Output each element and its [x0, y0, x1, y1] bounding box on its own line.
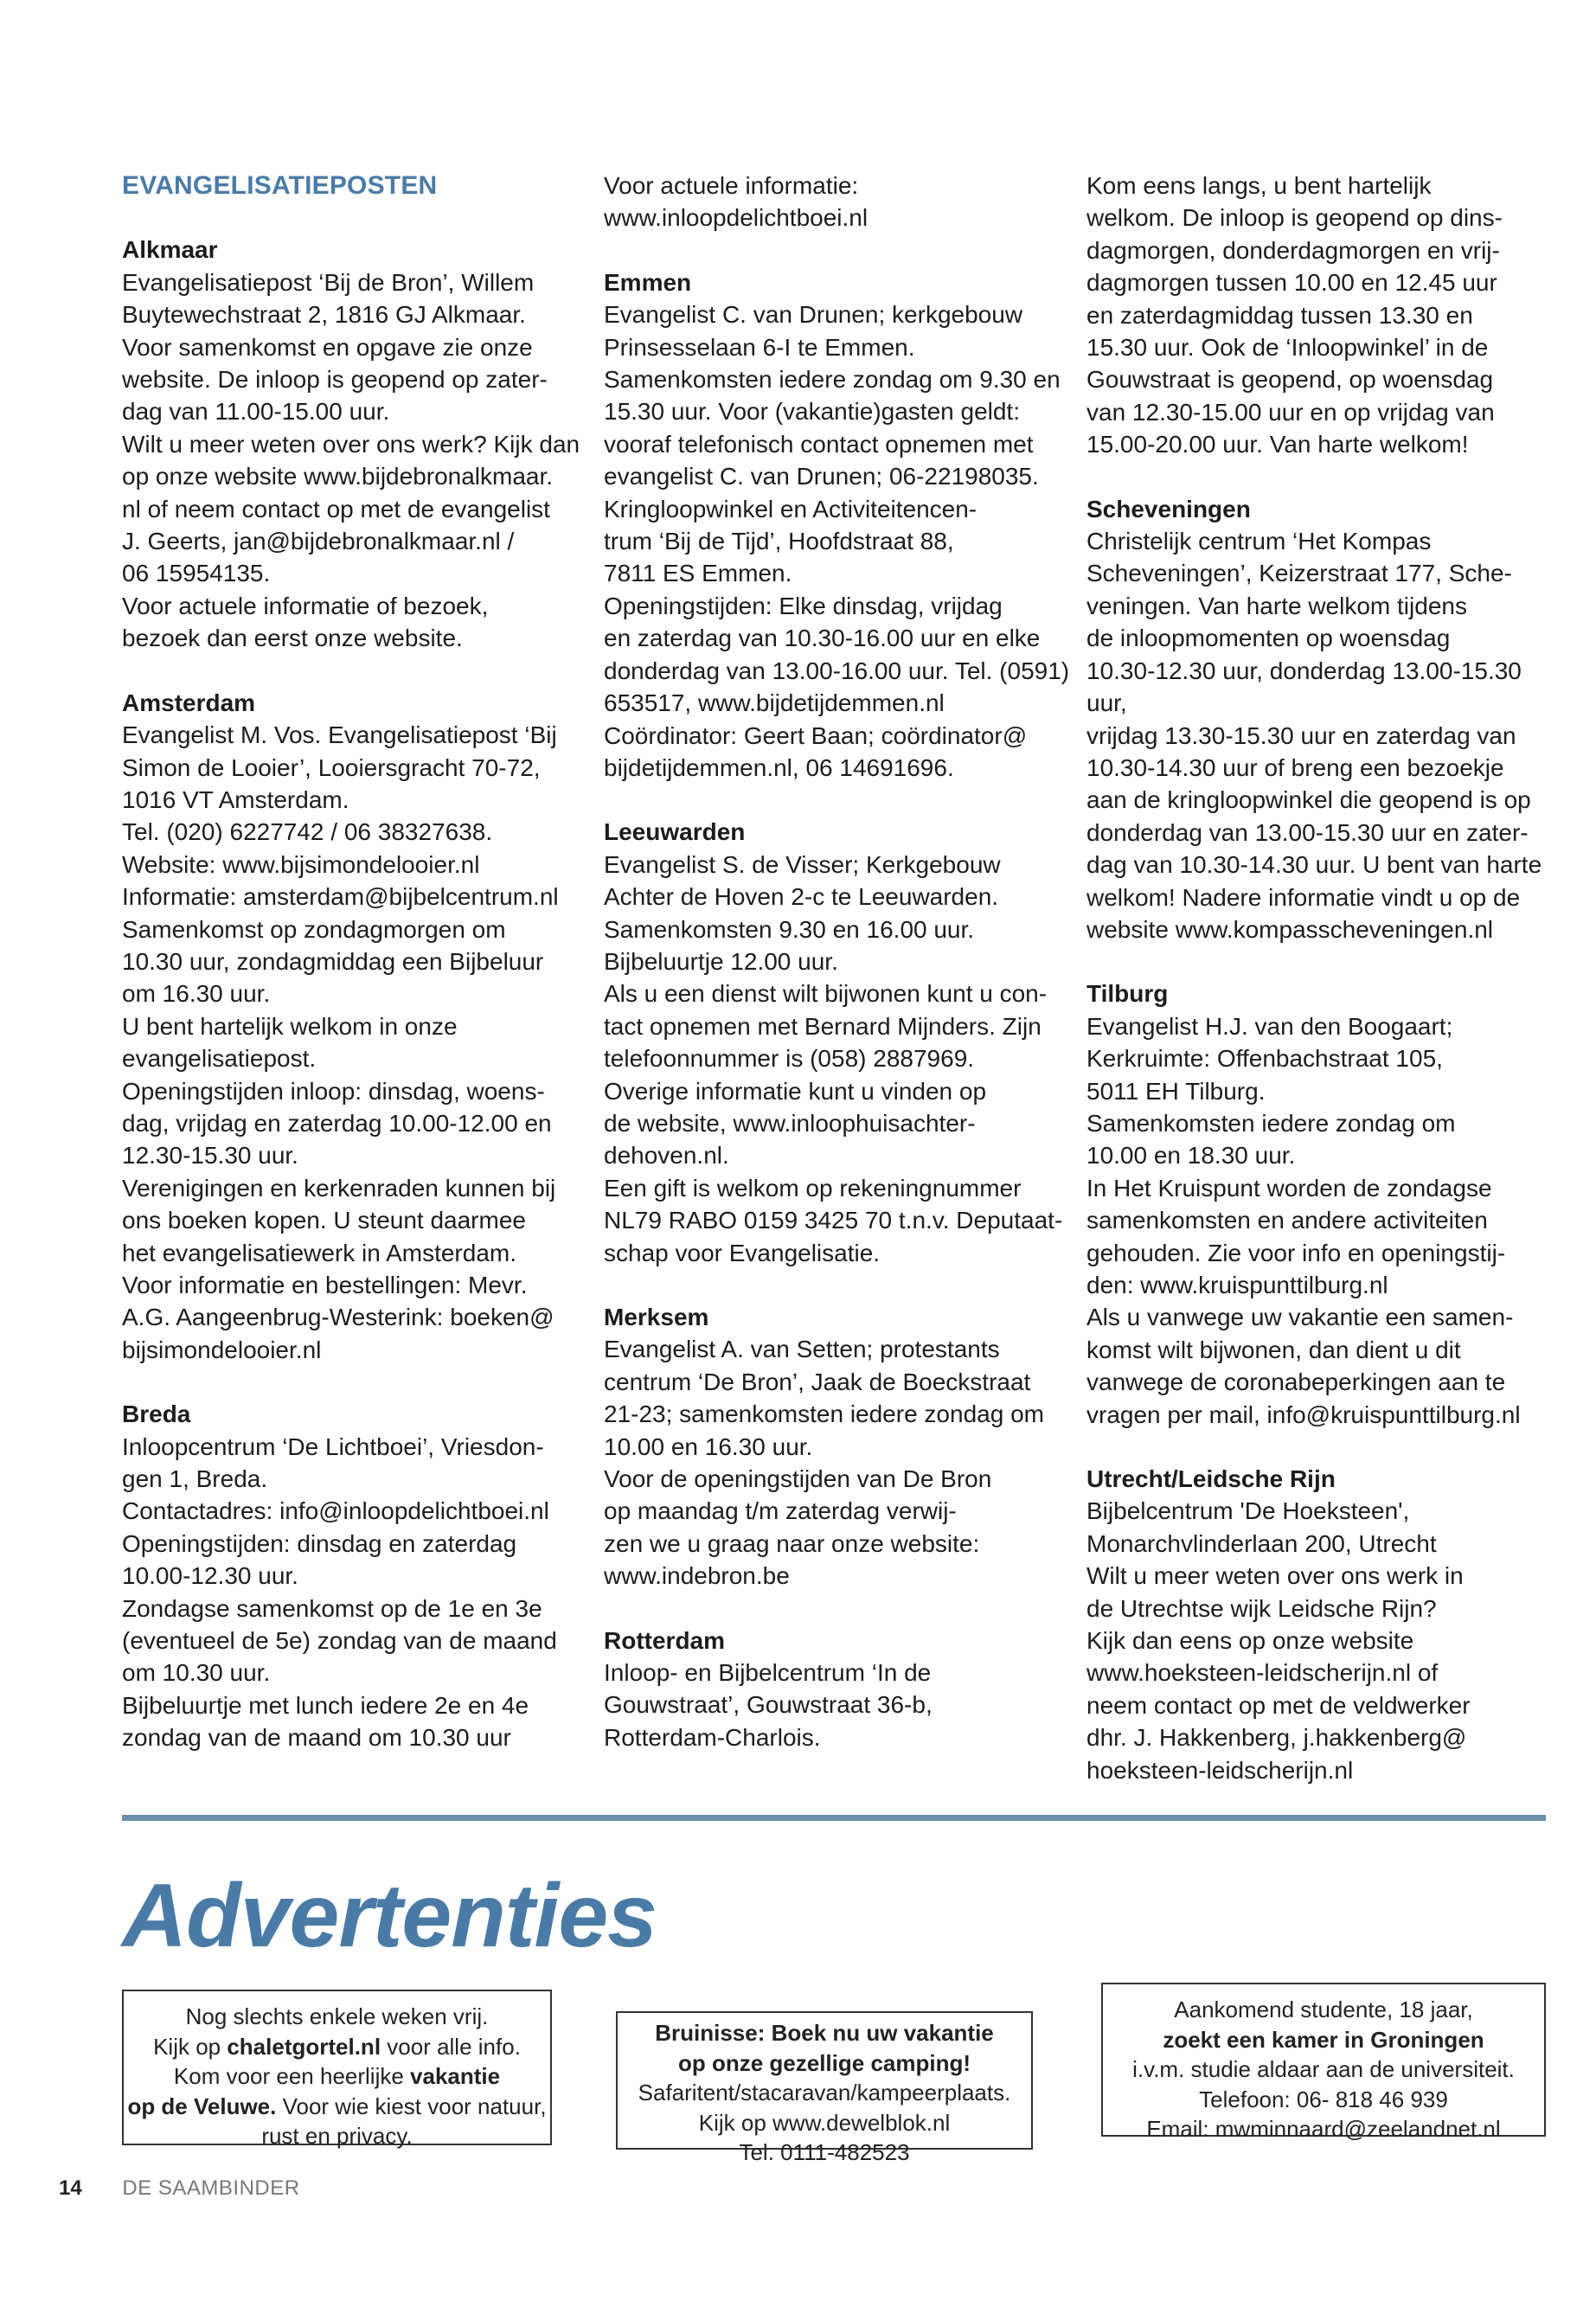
text-line: evangelist C. van Drunen; 06-22198035.	[604, 463, 1039, 490]
text-line: Evangelist M. Vos. Evangelisatiepost ‘Bij	[122, 721, 557, 749]
ad-bold-text: chaletgortel.nl	[227, 2033, 381, 2060]
text-line: zondag van de maand om 10.30 uur	[122, 1724, 511, 1752]
ad-box-camping	[616, 2011, 1033, 2165]
text-line: Bijbeluurtje 12.00 uur.	[604, 947, 838, 975]
text-line: Kijk dan eens op onze website	[1086, 1627, 1414, 1655]
ad-line	[124, 2061, 550, 2092]
text-line: 10.00 en 18.30 uur.	[1086, 1142, 1296, 1170]
ad-line	[1103, 2114, 1544, 2144]
text-line: het evangelisatiewerk in Amsterdam.	[122, 1239, 516, 1266]
text-line: Voor actuele informatie:	[604, 172, 859, 199]
city-heading: Alkmaar	[122, 236, 218, 264]
text-line: Wilt u meer weten over ons werk? Kijk dan	[122, 430, 580, 458]
text-line: Een gift is welkom op rekeningnummer	[604, 1174, 1022, 1202]
text-line: Samenkomst op zondagmorgen om	[122, 915, 506, 943]
city-heading: Emmen	[604, 268, 692, 296]
text-line: Buytewechstraat 2, 1816 GJ Alkmaar.	[122, 301, 526, 329]
text-line: Scheveningen’, Keizerstraat 177, Sche-	[1086, 560, 1512, 587]
text-line: Evangelist H.J. van den Boogaart;	[1086, 1012, 1453, 1040]
text-line: Samenkomsten 9.30 en 16.00 uur.	[604, 915, 975, 943]
text-line: tact opnemen met Bernard Mijnders. Zijn	[604, 1012, 1042, 1040]
text-line: samenkomsten en andere activiteiten	[1086, 1207, 1488, 1234]
text-line: Voor de openingstijden van De Bron	[604, 1465, 992, 1493]
text-line: Kringloopwinkel en Activiteitencen-	[604, 495, 977, 522]
text-line: Christelijk centrum ‘Het Kompas	[1086, 528, 1432, 555]
ad-line	[1103, 2054, 1544, 2085]
text-line: 10.00 en 16.30 uur.	[604, 1433, 813, 1460]
text-line: In Het Kruispunt worden de zondagse	[1086, 1174, 1492, 1202]
ad-text: Kijk op	[153, 2033, 228, 2060]
text-line: aan de kringloopwinkel die geopend is op	[1086, 786, 1531, 814]
text-line: vrijdag 13.30-15.30 uur en zaterdag van	[1086, 721, 1516, 749]
text-line: Zondagse samenkomst op de 1e en 3e	[122, 1594, 542, 1622]
text-line: Openingstijden: dinsdag en zaterdag	[122, 1529, 517, 1557]
text-line: 15.00-20.00 uur. Van harte welkom!	[1086, 431, 1469, 458]
continued-text	[604, 170, 1071, 234]
text-line: en zaterdagmiddag tussen 13.30 en	[1086, 301, 1473, 329]
text-line: Samenkomsten iedere zondag om	[1086, 1109, 1456, 1137]
text-line: Inloopcentrum ‘De Lichtboei’, Vriesdon-	[122, 1433, 544, 1460]
text-line: Overige informatie kunt u vinden op	[604, 1077, 987, 1105]
text-line: centrum ‘De Bron’, Jaak de Boeckstraat	[604, 1368, 1031, 1395]
text-line: 21-23; samenkomsten iedere zondag om	[604, 1400, 1044, 1428]
article-column-2	[604, 170, 1071, 1785]
text-line: bezoek dan eerst onze website.	[122, 625, 463, 652]
text-line: dag van 10.30-14.30 uur. U bent van harte	[1086, 851, 1542, 879]
text-line: 12.30-15.30 uur.	[122, 1142, 298, 1170]
article-column-1	[122, 170, 589, 1786]
text-line: en zaterdag van 10.30-16.00 uur en elke	[604, 625, 1041, 652]
text-line: vooraf telefonisch contact opnemen met	[604, 430, 1034, 458]
text-line: Evangelist A. van Setten; protestants	[604, 1336, 1000, 1363]
city-heading: Utrecht/Leidsche Rijn	[1086, 1465, 1336, 1493]
text-line: Gouwstraat’, Gouwstraat 36-b,	[604, 1691, 933, 1719]
text-line: gehouden. Zie voor info en openingstij-	[1086, 1239, 1506, 1266]
text-line: www.indebron.be	[604, 1562, 790, 1590]
text-line: A.G. Aangeenbrug-Westerink: boeken@	[122, 1304, 554, 1331]
city-heading: Amsterdam	[122, 689, 256, 716]
section-utrecht-leidsche-rijn	[1086, 1463, 1554, 1786]
text-line: www.inloopdelichtboei.nl	[604, 204, 869, 232]
text-line: bijdetijdemmen.nl, 06 14691696.	[604, 753, 954, 781]
text-line: 10.30-14.30 uur of breng een bezoekje	[1086, 753, 1504, 781]
text-line: bijsimondelooier.nl	[122, 1336, 322, 1363]
text-line: NL79 RABO 0159 3425 70 t.n.v. Deputaat-	[604, 1207, 1063, 1234]
magazine-name: DE SAAMBINDER	[122, 2176, 300, 2200]
text-line: website www.kompasscheveningen.nl	[1086, 915, 1494, 943]
text-line: 15.30 uur. Ook de ‘Inloopwinkel’ in de	[1086, 334, 1489, 362]
text-line: Voor actuele informatie of bezoek,	[122, 592, 489, 619]
ad-box-kamer	[1101, 1983, 1546, 2142]
text-line: Als u vanwege uw vakantie een samen-	[1086, 1304, 1514, 1331]
section-amsterdam	[122, 687, 589, 1367]
text-line: nl of neem contact op met de evangelist	[122, 495, 550, 522]
ad-line	[618, 2048, 1031, 2079]
text-line: schap voor Evangelisatie.	[604, 1239, 881, 1266]
text-line: (eventueel de 5e) zondag van de maand	[122, 1627, 557, 1655]
text-line: 10.30 uur, zondagmiddag een Bijbeluur	[122, 947, 544, 975]
ad-line	[124, 2092, 550, 2122]
ad-text: Safaritent/stacaravan/kampeerplaats.	[638, 2080, 1011, 2106]
text-line: de inloopmomenten op woensdag	[1086, 625, 1451, 652]
text-line: Voor samenkomst en opgave zie onze	[122, 333, 533, 361]
ads-title: Advertenties	[122, 1866, 657, 1966]
text-line: Bijbelcentrum 'De Hoeksteen',	[1086, 1497, 1410, 1525]
section-breda	[122, 1398, 589, 1753]
text-line: website. De inloop is geopend op zater-	[122, 366, 548, 394]
text-line: Rotterdam-Charlois.	[604, 1723, 821, 1751]
section-leeuwarden	[604, 816, 1071, 1269]
ad-bold-text: Bruinisse: Boek nu uw vakantie	[655, 2020, 994, 2046]
text-line: evangelisatiepost.	[122, 1045, 317, 1073]
ad-line	[124, 2002, 550, 2032]
text-line: J. Geerts, jan@bijdebronalkmaar.nl /	[122, 528, 515, 555]
text-line: 15.30 uur. Voor (vakantie)gasten geldt:	[604, 398, 1020, 426]
text-line: op onze website www.bijdebronalkmaar.	[122, 463, 554, 490]
text-line: Website: www.bijsimondelooier.nl	[122, 850, 480, 878]
text-line: 1016 VT Amsterdam.	[122, 785, 349, 813]
text-line: Wilt u meer weten over ons werk in	[1086, 1562, 1464, 1590]
text-line: Kom eens langs, u bent hartelijk	[1086, 172, 1432, 199]
ad-line	[618, 2078, 1031, 2108]
ad-box-chaletgortel	[122, 1990, 552, 2149]
ad-bold-text: vakantie	[410, 2063, 501, 2089]
ad-bold-text: op de Veluwe.	[127, 2093, 277, 2119]
text-line: welkom. De inloop is geopend op dins-	[1086, 204, 1503, 232]
city-heading: Scheveningen	[1086, 495, 1251, 522]
city-heading: Rotterdam	[604, 1626, 726, 1654]
section-emmen	[604, 266, 1071, 785]
text-line: 5011 EH Tilburg.	[1086, 1077, 1266, 1105]
section-rotterdam	[604, 1625, 1071, 1754]
ad-text: Kom voor een heerlijke	[173, 2063, 411, 2089]
section-tilburg	[1086, 977, 1554, 1431]
text-line: op maandag t/m zaterdag verwij-	[604, 1497, 957, 1525]
text-line: 10.30-12.30 uur, donderdag 13.00-15.30 uur,	[1086, 657, 1522, 717]
text-line: gen 1, Breda.	[122, 1465, 268, 1493]
ad-text: rust en privacy.	[261, 2123, 413, 2149]
text-line: de Utrechtse wijk Leidsche Rijn?	[1086, 1594, 1437, 1622]
text-line: dag, vrijdag en zaterdag 10.00-12.00 en	[122, 1109, 552, 1137]
text-line: Bijbeluurtje met lunch iedere 2e en 4e	[122, 1691, 529, 1719]
text-line: Evangelist C. van Drunen; kerkgebouw	[604, 301, 1023, 329]
ad-text: Kijk op www.dewelblok.nl	[698, 2109, 951, 2136]
text-line: 653517, www.bijdetijdemmen.nl	[604, 689, 945, 717]
text-line: telefoonnummer is (058) 2887969.	[604, 1045, 975, 1073]
text-line: donderdag van 13.00-16.00 uur. Tel. (0591)	[604, 657, 1070, 684]
text-line: dag van 11.00-15.00 uur.	[122, 398, 390, 426]
text-line: Informatie: amsterdam@bijbelcentrum.nl	[122, 883, 559, 911]
text-line: Gouwstraat is geopend, op woensdag	[1086, 366, 1494, 394]
city-heading: Tilburg	[1086, 980, 1169, 1008]
text-line: de website, www.inloophuisachter-	[604, 1109, 976, 1137]
ad-text: i.v.m. studie aldaar aan de universiteit.	[1132, 2056, 1515, 2082]
text-line: dagmorgen, donderdagmorgen en vrij-	[1086, 236, 1500, 264]
text-line: Kerkruimte: Offenbachstraat 105,	[1086, 1045, 1443, 1073]
ad-line	[618, 2138, 1031, 2168]
ad-text: Voor wie kiest voor natuur,	[276, 2093, 547, 2119]
continued-text	[1086, 170, 1554, 461]
text-line: Voor informatie en bestellingen: Mevr.	[122, 1272, 528, 1298]
text-line: dagmorgen tussen 10.00 en 12.45 uur	[1086, 269, 1497, 297]
article-column-3	[1086, 170, 1554, 1818]
text-line: den: www.kruispunttilburg.nl	[1086, 1272, 1388, 1298]
text-line: Tel. (020) 6227742 / 06 38327638.	[122, 818, 493, 846]
text-line: Openingstijden: Elke dinsdag, vrijdag	[604, 592, 1003, 619]
text-line: dehoven.nl.	[604, 1142, 729, 1170]
ad-line	[124, 2121, 550, 2151]
text-line: Simon de Looier’, Looiersgracht 70-72,	[122, 753, 541, 781]
text-line: Evangelist S. de Visser; Kerkgebouw	[604, 850, 1001, 878]
text-line: 7811 ES Emmen.	[604, 560, 792, 587]
ad-text: Aankomend studente, 18 jaar,	[1174, 1997, 1473, 2022]
text-line: neem contact op met de veldwerker	[1086, 1691, 1471, 1719]
ad-text: Telefoon: 06- 818 46 939	[1199, 2086, 1448, 2112]
ad-line	[1103, 2085, 1544, 2115]
ad-text: Tel. 0111-482523	[739, 2139, 910, 2165]
text-line: www.hoeksteen-leidscherijn.nl of	[1086, 1659, 1439, 1687]
ad-text: voor alle info.	[381, 2033, 521, 2060]
divider-rule	[122, 1815, 1546, 1821]
text-line: trum ‘Bij de Tijd’, Hoofdstraat 88,	[604, 528, 954, 555]
ad-line	[124, 2032, 550, 2062]
section-alkmaar	[122, 234, 589, 654]
text-line: ons boeken kopen. U steunt daarmee	[122, 1207, 526, 1234]
text-line: Coördinator: Geert Baan; coördinator@	[604, 721, 1028, 749]
text-line: om 10.30 uur.	[122, 1659, 271, 1687]
text-line: zen we u graag naar onze website:	[604, 1529, 980, 1557]
text-line: Verenigingen en kerkenraden kunnen bij	[122, 1174, 556, 1202]
ad-line	[618, 2018, 1031, 2048]
text-line: om 16.30 uur.	[122, 980, 271, 1008]
text-line: Evangelisatiepost ‘Bij de Bron’, Willem	[122, 268, 535, 296]
text-line: Samenkomsten iedere zondag om 9.30 en	[604, 366, 1061, 394]
text-line: Contactadres: info@inloopdelichtboei.nl	[122, 1497, 549, 1525]
text-line: Prinsesselaan 6-I te Emmen.	[604, 333, 915, 361]
ad-line	[618, 2108, 1031, 2138]
ad-bold-text: op onze gezellige camping!	[677, 2049, 971, 2076]
text-line: komst wilt bijwonen, dan dient u dit	[1086, 1336, 1461, 1363]
text-line: dhr. J. Hakkenberg, j.hakkenberg@	[1086, 1724, 1467, 1752]
text-line: veningen. Van harte welkom tijdens	[1086, 592, 1467, 619]
page-footer	[59, 2176, 300, 2201]
text-line: donderdag van 13.00-15.30 uur en zater-	[1086, 818, 1529, 846]
text-line: Inloop- en Bijbelcentrum ‘In de	[604, 1659, 932, 1687]
city-heading: Breda	[122, 1400, 191, 1428]
section-merksem	[604, 1301, 1071, 1593]
text-line: 06 15954135.	[122, 560, 271, 587]
page-number: 14	[59, 2176, 82, 2200]
ad-bold-text: zoekt een kamer in Groningen	[1163, 2026, 1484, 2053]
ad-line	[1103, 1995, 1544, 2025]
ad-text: Email: mwminnaard@zeelandnet.nl	[1146, 2116, 1501, 2142]
text-line: Openingstijden inloop: dinsdag, woens-	[122, 1077, 545, 1105]
text-line: van 12.30-15.00 uur en op vrijdag van	[1086, 398, 1495, 426]
ad-line	[1103, 2025, 1544, 2055]
text-line: Monarchvlinderlaan 200, Utrecht	[1086, 1529, 1437, 1557]
text-line: 10.00-12.30 uur.	[122, 1562, 298, 1590]
text-line: Als u een dienst wilt bijwonen kunt u con-	[604, 980, 1048, 1008]
text-line: U bent hartelijk welkom in onze	[122, 1012, 458, 1040]
city-heading: Merksem	[604, 1304, 709, 1330]
ad-text: Nog slechts enkele weken vrij.	[185, 2003, 489, 2029]
text-line: vanwege de coronabeperkingen aan te	[1086, 1368, 1506, 1396]
text-line: welkom! Nadere informatie vindt u op de	[1086, 883, 1521, 911]
section-heading: EVANGELISATIEPOSTEN	[122, 171, 438, 200]
section-scheveningen	[1086, 493, 1554, 946]
city-heading: Leeuwarden	[604, 818, 746, 846]
text-line: vragen per mail, info@kruispunttilburg.nl	[1086, 1400, 1521, 1428]
text-line: hoeksteen-leidscherijn.nl	[1086, 1756, 1354, 1784]
text-line: Achter de Hoven 2-c te Leeuwarden.	[604, 883, 999, 911]
